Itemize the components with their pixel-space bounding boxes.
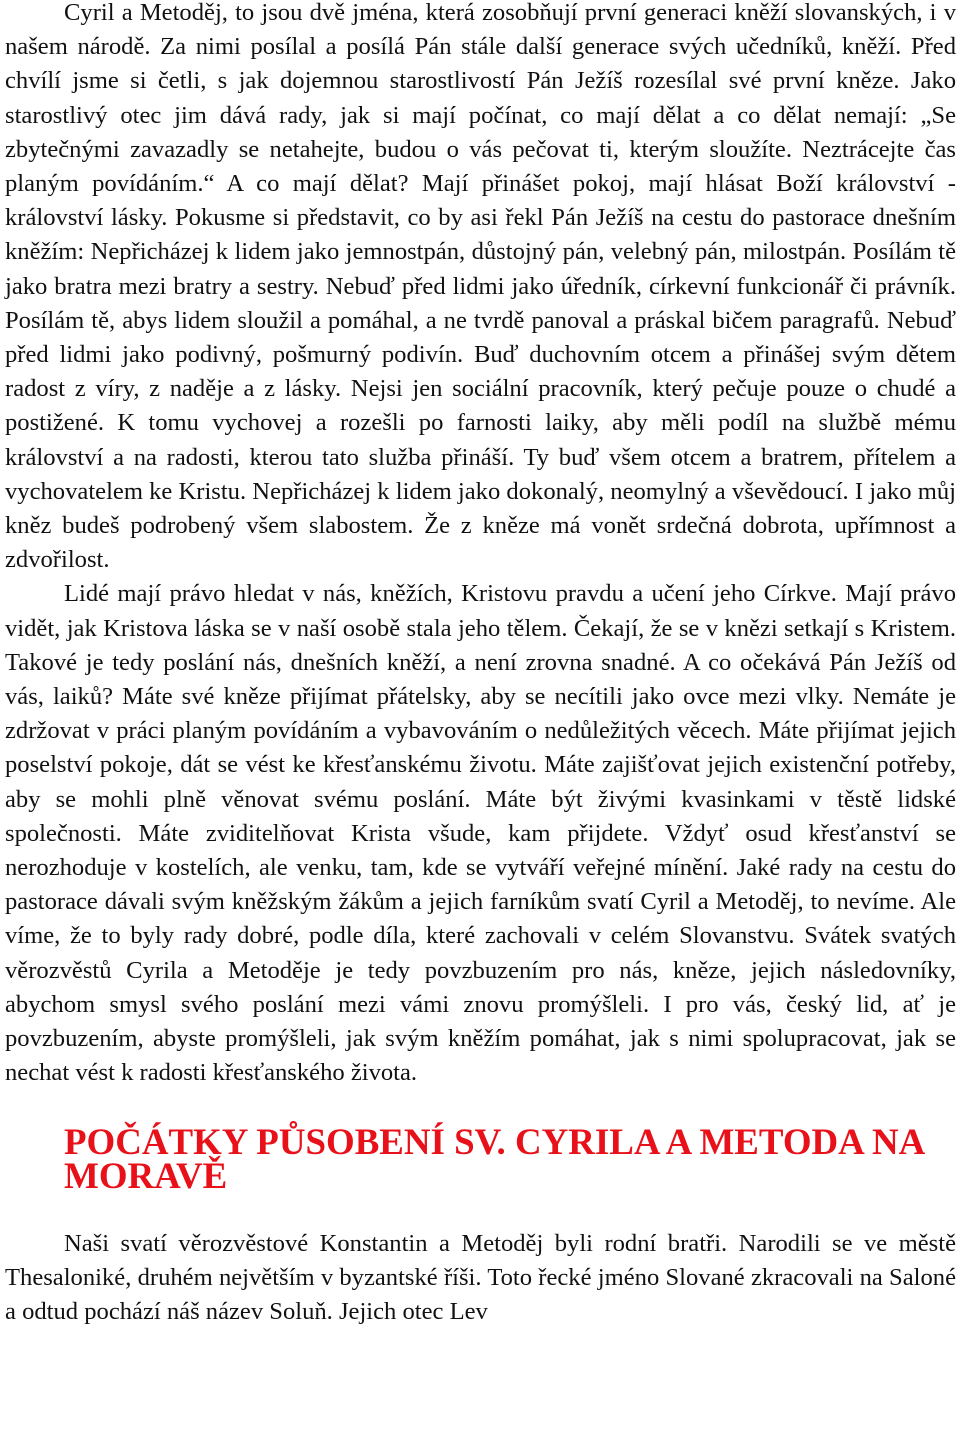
document-page bbox=[5, 0, 956, 1330]
body-paragraph-1: Cyril a Metoděj, to jsou dvě jména, která zosobňují první generaci kněží slovanských, i v našem národě. Za nimi posílal a posílá Pán stále další generace svých učedníků, kněží. Před chvílí jsme si četli, s jak dojemnou starostlivostí Pán Ježíš rozesílal své první kněze. Jako starostlivý otec jim dává rady, jak si mají počínat, co mají dělat a co dělat nemají: „Se zbytečnými zavazadly se netahejte, budou o vás pečovat ti, kterým sloužíte. Neztrácejte čas planým povídáním.“ A co mají dělat? Mají přinášet pokoj, mají hlásat Boží království - království lásky. Pokusme si představit, co by asi řekl Pán Ježíš na cestu do pastorace dnešním kněžím: Nepřicházej k lidem jako jemnostpán, důstojný pán, velebný pán, milostpán. Posílám tě jako bratra mezi bratry a sestry. Nebuď před lidmi jako úředník, církevní funkcionář či právník. Posílám tě, abys lidem sloužil a pomáhal, a ne tvrdě panoval a práskal bičem paragrafů. Nebuď před lidmi jako podivný, pošmurný podivín. Buď duchovním otcem a přinášej svým dětem radost z víry, z naděje a z lásky. Nejsi jen sociální pracovník, který pečuje pouze o chudé a postižené. K tomu vychovej a rozešli po farnosti laiky, aby měli podíl na službě mému království a na radosti, kterou tato služba přináší. Ty buď všem otcem a bratrem, přítelem a vychovatelem ke Kristu. Nepřicházej k lidem jako dokonalý, neomylný a vševědoucí. I jako můj kněz budeš podrobený všem slabostem. Že z kněze má vonět srdečná dobrota, upřímnost a zdvořilost. bbox=[5, 0, 956, 574]
section-heading: POČÁTKY PŮSOBENÍ SV. CYRILA A METODA NA MORAVĚ bbox=[64, 1120, 924, 1196]
body-paragraph-2: Lidé mají právo hledat v nás, kněžích, Kristovu pravdu a učení jeho Církve. Mají právo vidět, jak Kristova láska se v naší osobě stala jeho tělem. Čekají, že se v knězi setkají s Kristem. Takové je tedy poslání nás, dnešních kněží, a není zrovna snadné. A co očekává Pán Ježíš od vás, laiků? Máte své kněze přijímat přátelsky, aby se necítili jako ovce mezi vlky. Nemáte je zdržovat v práci planým povídáním a vybavováním o nedůležitých věcech. Máte přijímat jejich poselství pokoje, dát se vést ke křesťanskému životu. Máte zajišťovat jejich existenční potřeby, aby se mohli plně věnovat svému poslání. Máte být živými kvasinkami v těstě lidské společnosti. Máte zviditelňovat Krista všude, kam přijdete. Vždyť osud křesťanství se nerozhoduje v kostelích, ale venku, tam, kde se vytváří veřejné mínění. Jaké rady na cestu do pastorace dávali svým kněžským žákům a jejich farníkům svatí Cyril a Metoděj, to nevíme. Ale víme, že to byly rady dobré, podle díla, které zachovali v celém Slovanstvu. Svátek svatých věrozvěstů Cyrila a Metoděje je tedy povzbuzením pro nás, kněze, jejich následovníky, abychom smysl svého poslání mezi vámi znovu promýšleli. I pro vás, český lid, ať je povzbuzením, abyste promýšleli, jak svým kněžím pomáhat, jak s nimi spolupracovat, jak se nechat vést k radosti křesťanského života. bbox=[5, 580, 956, 1087]
body-paragraph-3: Naši svatí věrozvěstové Konstantin a Metoděj byli rodní bratři. Narodili se ve městě Thesaloniké, druhém největším v byzantské říši. Toto řecké jméno Slované zkracovali na Saloné a odtud pochází náš název Soluň. Jejich otec Lev bbox=[5, 1229, 956, 1326]
